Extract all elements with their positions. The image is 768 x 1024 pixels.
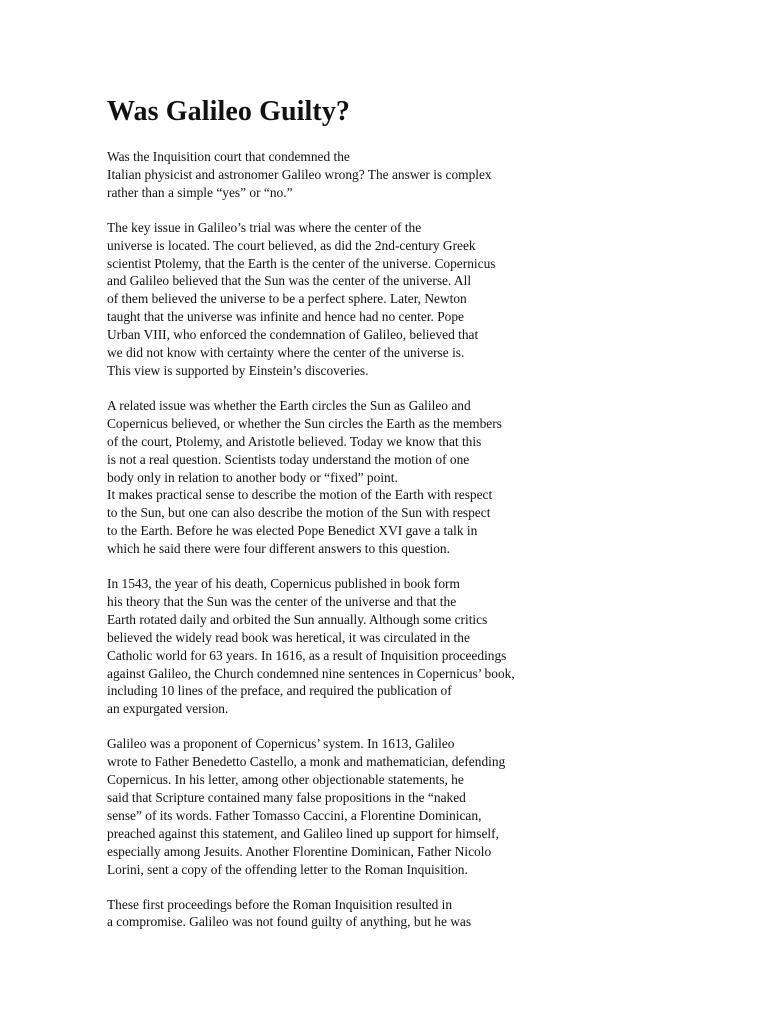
text-line: Catholic world for 63 years. In 1616, as a result of Inquisition proceedings bbox=[107, 647, 507, 663]
text-line: including 10 lines of the preface, and required the publication of bbox=[107, 683, 452, 699]
document-page bbox=[107, 96, 707, 948]
text-line: universe is located. The court believed, as did the 2nd-century Greek bbox=[107, 237, 476, 253]
document-title: Was Galileo Guilty? bbox=[107, 96, 351, 127]
text-line: sense” of its words. Father Tomasso Caccini, a Florentine Dominican, bbox=[107, 807, 482, 823]
text-line: of them believed the universe to be a perfect sphere. Later, Newton bbox=[107, 291, 467, 307]
text-line: Galileo was a proponent of Copernicus’ system. In 1613, Galileo bbox=[107, 736, 455, 752]
text-line: Lorini, sent a copy of the offending letter to the Roman Inquisition. bbox=[107, 861, 468, 877]
text-line: Italian physicist and astronomer Galileo wrong? The answer is complex bbox=[107, 166, 492, 182]
text-line: which he said there were four different answers to this question. bbox=[107, 541, 450, 557]
text-line: against Galileo, the Church condemned nine sentences in Copernicus’ book, bbox=[107, 665, 515, 681]
text-line: The key issue in Galileo’s trial was where the center of the bbox=[107, 219, 422, 235]
paragraph bbox=[107, 148, 707, 202]
text-line: Was the Inquisition court that condemned the bbox=[107, 149, 350, 164]
text-line: an expurgated version. bbox=[107, 701, 229, 717]
text-line: scientist Ptolemy, that the Earth is the center of the universe. Copernicus bbox=[107, 255, 496, 271]
text-line: to the Earth. Before he was elected Pope Benedict XVI gave a talk in bbox=[107, 523, 478, 539]
text-line: This view is supported by Einstein’s discoveries. bbox=[107, 362, 369, 378]
text-line: It makes practical sense to describe the motion of the Earth with respect bbox=[107, 487, 493, 503]
text-line: especially among Jesuits. Another Florentine Dominican, Father Nicolo bbox=[107, 843, 492, 859]
text-line: we did not know with certainty where the center of the universe is. bbox=[107, 345, 465, 361]
paragraph bbox=[107, 397, 707, 558]
text-line: In 1543, the year of his death, Copernicus published in book form bbox=[107, 576, 460, 592]
text-line: to the Sun, but one can also describe the motion of the Sun with respect bbox=[107, 505, 491, 521]
text-line: A related issue was whether the Earth circles the Sun as Galileo and bbox=[107, 397, 471, 413]
text-line: taught that the universe was infinite and hence had no center. Pope bbox=[107, 309, 464, 325]
paragraph bbox=[107, 575, 707, 718]
text-line: a compromise. Galileo was not found guilty of anything, but he was bbox=[107, 914, 472, 930]
text-line: These first proceedings before the Roman Inquisition resulted in bbox=[107, 896, 453, 912]
document-body bbox=[107, 148, 707, 931]
text-line: Urban VIII, who enforced the condemnation of Galileo, believed that bbox=[107, 327, 479, 343]
text-line: rather than a simple “yes” or “no.” bbox=[107, 184, 293, 200]
paragraph bbox=[107, 735, 707, 878]
text-line: and Galileo believed that the Sun was the center of the universe. All bbox=[107, 273, 472, 289]
text-line: Copernicus believed, or whether the Sun circles the Earth as the members bbox=[107, 415, 502, 431]
text-line: Earth rotated daily and orbited the Sun annually. Although some critics bbox=[107, 611, 488, 627]
paragraph bbox=[107, 219, 707, 380]
text-line: his theory that the Sun was the center of the universe and that the bbox=[107, 593, 457, 609]
paragraph bbox=[107, 896, 707, 932]
text-line: believed the widely read book was heretical, it was circulated in the bbox=[107, 629, 470, 645]
text-line: Copernicus. In his letter, among other objectionable statements, he bbox=[107, 772, 464, 788]
text-line: body only in relation to another body or “fixed” point. bbox=[107, 469, 398, 485]
text-line: said that Scripture contained many false propositions in the “naked bbox=[107, 790, 466, 805]
text-line: is not a real question. Scientists today understand the motion of one bbox=[107, 451, 470, 467]
text-line: wrote to Father Benedetto Castello, a monk and mathematician, defending bbox=[107, 754, 506, 770]
text-line: preached against this statement, and Galileo lined up support for himself, bbox=[107, 825, 499, 841]
text-line: of the court, Ptolemy, and Aristotle believed. Today we know that this bbox=[107, 433, 482, 449]
